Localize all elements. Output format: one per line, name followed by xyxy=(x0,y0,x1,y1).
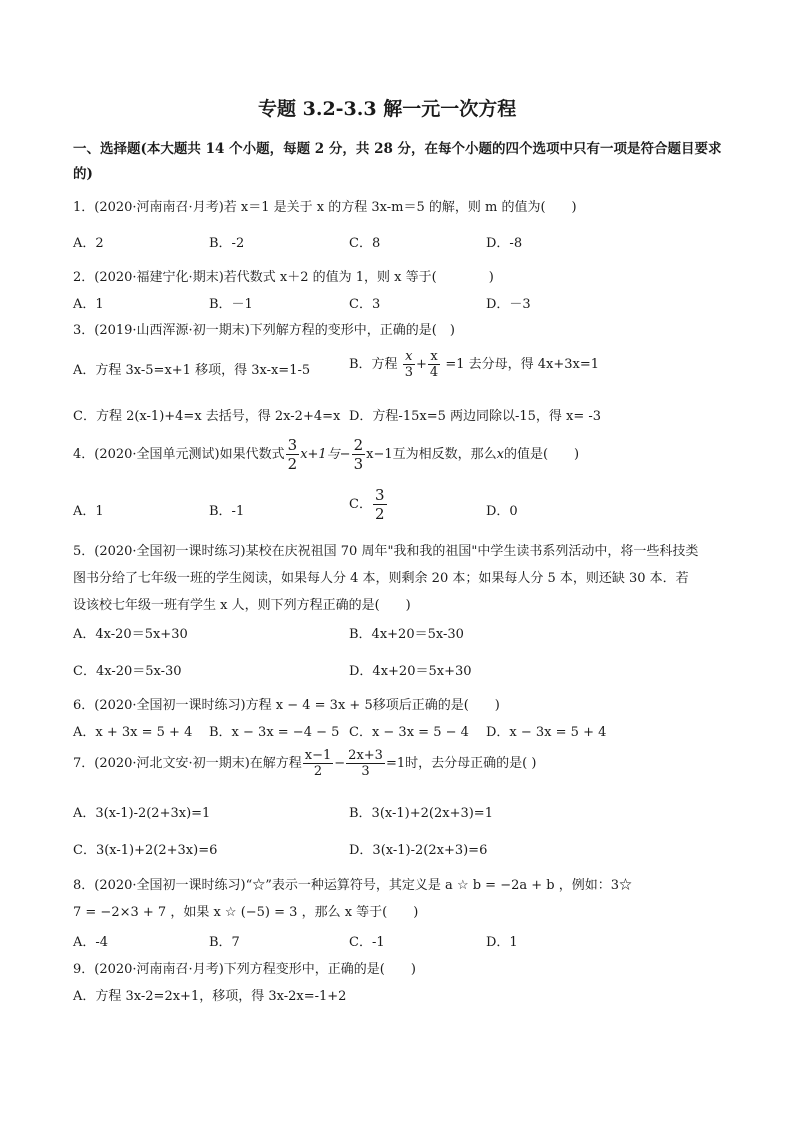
question-6-option-a: A．x + 3x = 5 + 4 xyxy=(73,725,193,740)
question-2-option-c: C．3 xyxy=(349,297,381,312)
question-7-fraction-2 xyxy=(346,748,385,779)
question-3-fraction-1-numerator: x xyxy=(405,349,413,364)
question-7-fraction-1-denominator: 2 xyxy=(313,764,323,779)
question-3-fraction-2 xyxy=(428,349,440,380)
question-2-stem: 2．(2020·福建宁化·期末)若代数式 x＋2 的值为 1，则 x 等于( ) xyxy=(73,270,494,285)
question-5-option-b: B．4x+20＝5x-30 xyxy=(349,627,464,642)
question-3-fraction-1-denominator: 3 xyxy=(404,365,413,380)
question-4-fraction-1-denominator: 2 xyxy=(287,455,298,473)
question-7-fraction-2-numerator: 2x+3 xyxy=(348,748,383,763)
question-4-option-c xyxy=(349,486,388,523)
question-5-line-3: 设该校七年级一班有学生 x 人，则下列方程正确的是( ) xyxy=(73,598,411,613)
question-7-fraction-1-numerator: x−1 xyxy=(304,748,332,763)
question-8-option-d: D．1 xyxy=(486,935,518,950)
question-9-stem: 9．(2020·河南南召·月考)下列方程变形中，正确的是( ) xyxy=(73,962,416,977)
question-4-fraction-2-denominator: 3 xyxy=(353,455,364,473)
section-heading-cont: 的) xyxy=(73,166,93,182)
question-7-option-a: A．3(x-1)-2(2+3x)=1 xyxy=(73,806,211,821)
section-heading: 一、选择题(本大题共 14 个小题，每题 2 分，共 28 分，在每个小题的四个选项中只有一项是符合题目要求 xyxy=(73,141,722,157)
question-4-fraction-1-numerator: 3 xyxy=(287,436,298,454)
question-3-option-d: D．方程-15x=5 两边同除以-15，得 x= -3 xyxy=(349,409,602,424)
question-3-option-b-prefix: B．方程 xyxy=(349,357,398,372)
question-7-stem-prefix: 7．(2020·河北文安·初一期末)在解方程 xyxy=(73,756,302,771)
question-4-stem-prefix: 4．(2020·全国单元测试)如果代数式 xyxy=(73,447,285,462)
question-7-fraction-1 xyxy=(303,748,334,779)
question-4-option-c-denominator: 2 xyxy=(374,505,385,523)
question-4-option-a: A．1 xyxy=(73,504,104,519)
question-4-option-c-numerator: 3 xyxy=(374,486,385,504)
question-4-fraction-1 xyxy=(286,436,300,473)
question-4-fraction-2-numerator: 2 xyxy=(353,436,364,454)
question-1-stem: 1．(2020·河南南召·月考)若 x＝1 是关于 x 的方程 3x-m＝5 的解，则 m 的值为( ) xyxy=(73,200,577,215)
question-3-option-a: A．方程 3x-5=x+1 移项，得 3x-x=1-5 xyxy=(73,363,311,378)
question-5-line-1: 5．(2020·全国初一课时练习)某校在庆祝祖国 70 周年"我和我的祖国"中学生读书系列活动中，将一些科技类 xyxy=(73,544,699,559)
question-6-option-b: B．x − 3x = −4 − 5 xyxy=(209,725,340,740)
question-7-stem xyxy=(73,748,536,779)
question-3-option-b-suffix: =1 去分母，得 4x+3x=1 xyxy=(445,357,600,372)
question-7-option-d: D．3(x-1)-2(2x+3)=6 xyxy=(349,843,488,858)
question-3-plus-sign: + xyxy=(415,357,427,372)
question-7-option-c: C．3(x-1)+2(2+3x)=6 xyxy=(73,843,218,858)
question-1-option-c: C．8 xyxy=(349,236,381,251)
question-5-line-2: 图书分给了七年级一班的学生阅读，如果每人分 4 本，则剩余 20 本；如果每人分 5 本，则还缺 30 本．若 xyxy=(73,571,689,586)
question-4-stem xyxy=(73,436,579,473)
question-2-option-a: A．1 xyxy=(73,297,104,312)
question-5-option-d: D．4x+20＝5x+30 xyxy=(349,664,472,679)
question-4-option-c-fraction xyxy=(373,486,387,523)
question-6-option-d: D．x − 3x = 5 + 4 xyxy=(486,725,607,740)
question-7-stem-suffix: =1时，去分母正确的是( ) xyxy=(385,756,537,771)
question-1-option-a: A．2 xyxy=(73,236,104,251)
question-7-minus-sign: − xyxy=(334,756,346,771)
question-3-option-c: C．方程 2(x-1)+4=x 去括号，得 2x-2+4=x xyxy=(73,409,341,424)
question-8-option-b: B．7 xyxy=(209,935,240,950)
question-8-option-a: A．-4 xyxy=(73,935,109,950)
question-4-expression-1: x+1与− xyxy=(300,447,351,462)
question-6-stem: 6．(2020·全国初一课时练习)方程 x − 4 = 3x + 5移项后正确的是( ) xyxy=(73,698,500,713)
question-4-option-b: B．-1 xyxy=(209,504,245,519)
question-4-stem-suffix: 的值是( ) xyxy=(503,447,580,462)
question-4-option-d: D．0 xyxy=(486,504,518,519)
question-8-line-1: 8．(2020·全国初一课时练习)“☆”表示一种运算符号，其定义是 a ☆ b = −2a + b ，例如：3☆ xyxy=(73,878,633,893)
question-4-variable: x xyxy=(496,447,504,462)
question-3-fraction-2-denominator: 4 xyxy=(429,365,439,380)
question-6-option-c: C．x − 3x = 5 − 4 xyxy=(349,725,469,740)
question-1-option-d: D．-8 xyxy=(486,236,523,251)
question-4-option-c-prefix: C． xyxy=(349,497,372,512)
question-3-option-b xyxy=(349,349,599,380)
question-5-option-a: A．4x-20＝5x+30 xyxy=(73,627,188,642)
question-5-option-c: C．4x-20＝5x-30 xyxy=(73,664,182,679)
question-3-fraction-2-numerator: x xyxy=(430,349,438,364)
question-8-option-c: C．-1 xyxy=(349,935,385,950)
question-8-line-2: 7 = −2×3 + 7 ，如果 x ☆ (−5) = 3 ，那么 x 等于( ) xyxy=(73,905,419,920)
question-4-expression-2: x−1互为相反数，那么 xyxy=(366,447,497,462)
question-2-option-d: D．－3 xyxy=(486,297,531,312)
question-3-stem: 3．(2019·山西浑源·初一期末)下列解方程的变形中，正确的是( ) xyxy=(73,323,455,338)
question-3-fraction-1 xyxy=(403,349,415,380)
question-7-option-b: B．3(x-1)+2(2x+3)=1 xyxy=(349,806,493,821)
page-title: 专题 3.2-3.3 解一元一次方程 xyxy=(258,98,517,120)
question-7-fraction-2-denominator: 3 xyxy=(361,764,370,779)
question-2-option-b: B．－1 xyxy=(209,297,253,312)
question-9-option-a: A．方程 3x-2=2x+1，移项，得 3x-2x=-1+2 xyxy=(73,989,347,1004)
question-1-option-b: B．-2 xyxy=(209,236,245,251)
question-4-fraction-2 xyxy=(352,436,366,473)
